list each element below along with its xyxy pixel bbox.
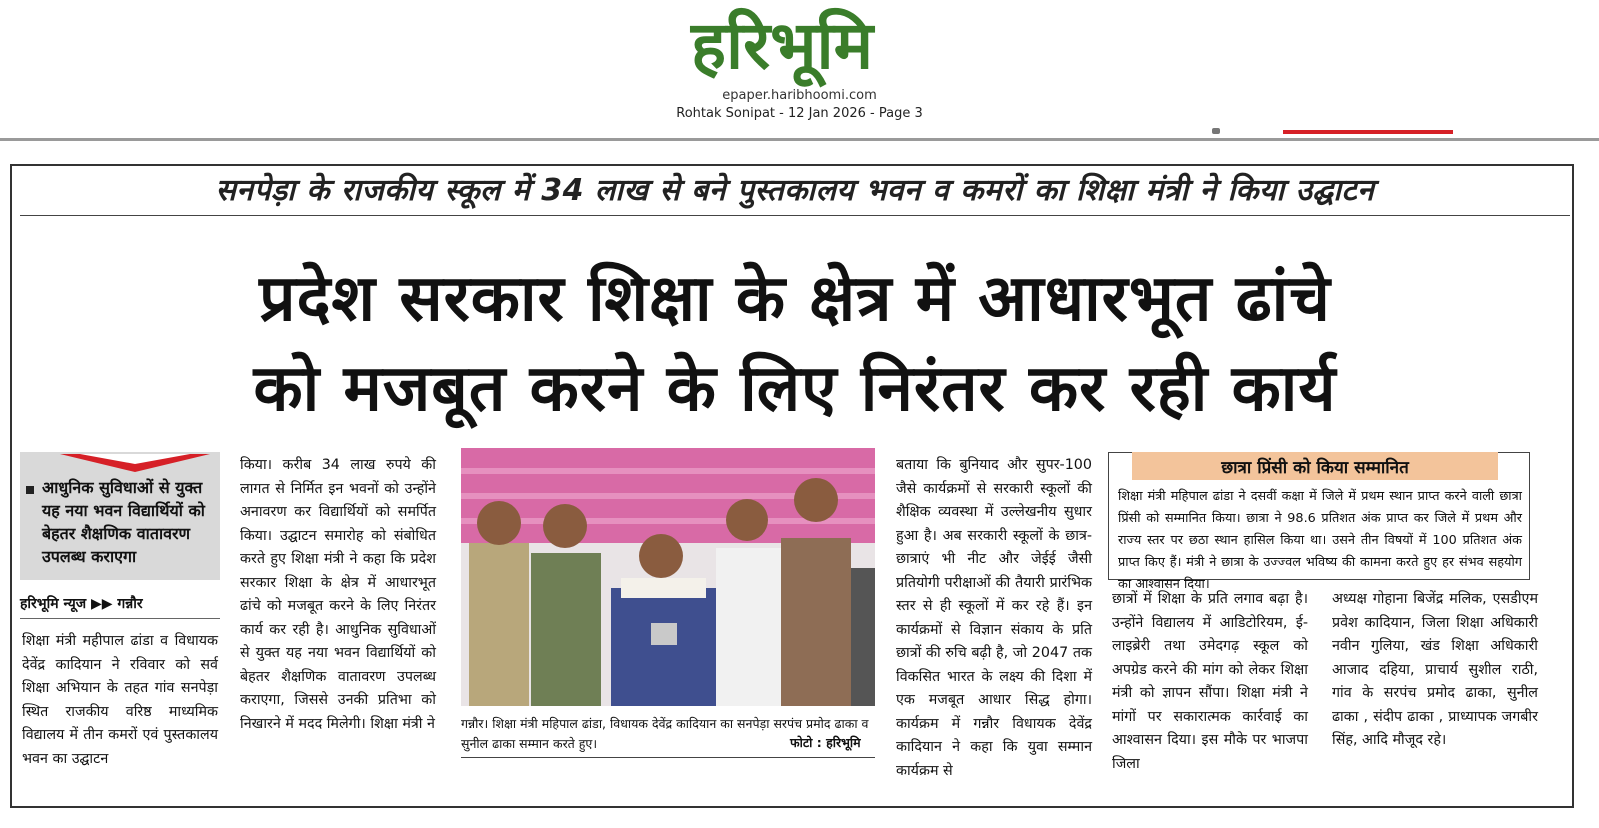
masthead-logo xyxy=(0,0,1599,90)
site-url: epaper.haribhoomi.com xyxy=(722,88,877,103)
bullet-icon xyxy=(26,486,34,494)
byline: हरिभूमि न्यूज ▶▶ गन्नौर xyxy=(20,596,143,612)
edition-line: Rohtak Sonipat - 12 Jan 2026 - Page 3 xyxy=(676,106,923,121)
sidebar-title: छात्रा प्रिंसी को किया सम्मानित xyxy=(1221,458,1409,478)
headline-line-2: को मजबूत करने के लिए निरंतर कर रही कार्य xyxy=(253,352,1337,426)
sidebar-text: शिक्षा मंत्री महिपाल ढांडा ने दसवीं कक्षा में जिले में प्रथम स्थान प्राप्त करने वाली छात्रा प्रिंसी को सम्मानित किया। छात्रा ने 98.6 प्रतिशत अंक प्राप्त कर जिले में प्रथम और राज्य स्तर पर छठा स्थान हासिल किया था। उसने तीन विषयों में 100 प्रतिशत अंक प्राप्त किए हैं। मंत्री ने छात्रा के उज्ज्वल भविष्य की कामना करते हुए हर संभव सहयोग का आश्वासन दिया। xyxy=(1118,489,1522,592)
logo-text: हरिभूमि xyxy=(690,7,874,84)
masthead-divider xyxy=(0,138,1599,141)
decor-mark xyxy=(1212,128,1220,134)
headline-line-1: प्रदेश सरकार शिक्षा के क्षेत्र में आधारभूत ढांचे xyxy=(259,262,1331,336)
kicker-divider xyxy=(20,215,1570,216)
article-kicker: सनपेड़ा के राजकीय स्कूल में 34 लाख से बने पुस्तकालय भवन व कमरों का शिक्षा मंत्री ने किया उद्घाटन xyxy=(215,173,1375,208)
photo-caption: गन्नौर। शिक्षा मंत्री महिपाल ढांडा, विधायक देवेंद्र कादियान का सनपेड़ा सरपंच प्रमोद ढाका व सुनील ढाका सम्मान करते हुए। xyxy=(461,716,869,751)
article-column-2: किया। करीब 34 लाख रुपये की लागत से निर्मित इन भवनों को उन्होंने अनावरण कर विद्यार्थियों को समर्पित किया। उद्घाटन समारोह को संबोधित करते हुए शिक्षा मंत्री ने कहा कि प्रदेश सरकार शिक्षा के क्षेत्र में आधारभूत ढांचे को मजबूत करने के लिए निरंतर कार्य कर रही है। आधुनिक सुविधाओं से युक्त यह नया भवन विद्यार्थियों को बेहतर शैक्षणिक वातावरण उपलब्ध कराएगा, जिससे उनकी प्रतिभा को निखारने में मदद मिलेगी। शिक्षा मंत्री ने xyxy=(240,457,436,732)
article-column-3: बताया कि बुनियाद और सुपर-100 जैसे कार्यक्रमों से सरकारी स्कूलों की शैक्षिक व्यवस्था में उल्लेखनीय सुधार हुआ है। अब सरकारी स्कूलों के छात्र-छात्राएं भी नीट और जेईई जैसी प्रतियोगी परीक्षाओं की तैयारी प्रारंभिक स्तर से ही स्कूलों में कर रहे हैं। इन कार्यक्रमों से विज्ञान संकाय के प्रति छात्रों की रुचि बढ़ी है, जो 2047 तक विकसित भारत के लक्ष्य की दिशा में एक मजबूत आधार सिद्ध होगा। कार्यक्रम में गन्नौर विधायक देवेंद्र कादियान ने कहा कि युवा सम्मान कार्यक्रम से xyxy=(896,457,1092,779)
highlight-text: आधुनिक सुविधाओं से युक्त यह नया भवन विद्यार्थियों को बेहतर शैक्षणिक वातावरण उपलब्ध कराएगा xyxy=(42,478,205,566)
chevron-down-icon xyxy=(60,454,210,474)
photo-divider xyxy=(461,757,875,758)
news-photo xyxy=(461,448,875,706)
accent-bar xyxy=(1283,130,1453,134)
article-column-1: शिक्षा मंत्री महीपाल ढांडा व विधायक देवेंद्र कादियान ने रविवार को सर्व शिक्षा अभियान के तहत गांव सनपेड़ा स्थित राजकीय वरिष्ठ माध्यमिक विद्यालय में तीन कमरों एवं पुस्तकालय भवन का उद्घाटन xyxy=(22,633,218,767)
article-column-4: छात्रों में शिक्षा के प्रति लगाव बढ़ा है। उन्होंने विद्यालय में आडिटोरियम, ई-लाइब्रेरी तथा उमेदगढ़ स्कूल को अपग्रेड करने की मांग को लेकर शिक्षा मंत्री को ज्ञापन सौंपा। शिक्षा मंत्री ने मांगों पर सकारात्मक कार्रवाई का आश्वासन दिया। इस मौके पर भाजपा जिला xyxy=(1112,591,1308,772)
photo-credit: फोटो : हरिभूमि xyxy=(790,735,861,750)
byline-divider xyxy=(20,618,220,619)
article-column-5: अध्यक्ष गोहाना बिजेंद्र मलिक, एसडीएम प्रवेश कादियान, जिला शिक्षा अधिकारी नवीन गुलिया, खंड शिक्षा अधिकारी आजाद दहिया, प्राचार्य सुशील राठी, गांव के सरपंच प्रमोद ढाका, सुनील ढाका , संदीप ढाका , प्राध्यापक जगबीर सिंह, आदि मौजूद रहे। xyxy=(1332,591,1538,748)
